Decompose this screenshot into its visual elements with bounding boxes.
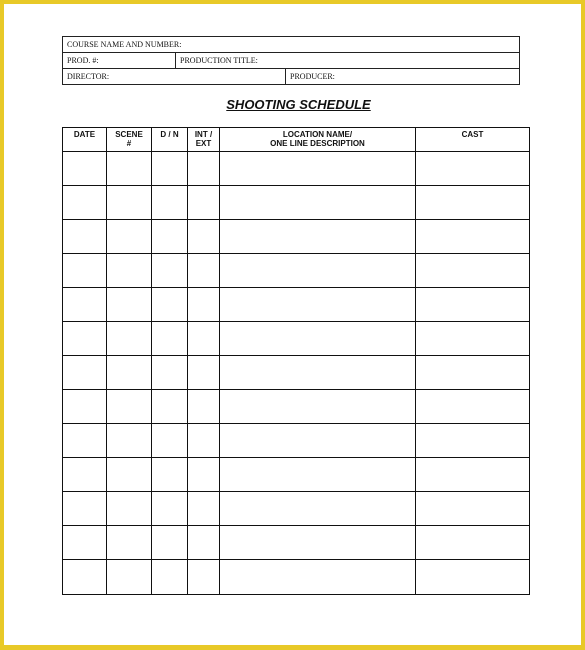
table-row <box>63 526 530 560</box>
director-label: DIRECTOR: <box>67 72 110 81</box>
table-row <box>63 254 530 288</box>
date-cell[interactable] <box>63 288 107 322</box>
date-cell[interactable] <box>63 390 107 424</box>
cast-cell[interactable] <box>416 288 530 322</box>
scene-cell[interactable] <box>107 152 152 186</box>
int-ext-cell[interactable] <box>188 152 220 186</box>
table-row <box>63 356 530 390</box>
location-cell[interactable] <box>220 526 416 560</box>
day-night-cell[interactable] <box>152 390 188 424</box>
location-cell[interactable] <box>220 322 416 356</box>
scene-cell[interactable] <box>107 322 152 356</box>
location-cell[interactable] <box>220 186 416 220</box>
table-row <box>63 186 530 220</box>
director-producer-row <box>63 69 520 85</box>
day-night-cell[interactable] <box>152 458 188 492</box>
int-ext-cell[interactable] <box>188 492 220 526</box>
scene-cell[interactable] <box>107 390 152 424</box>
director-field[interactable] <box>63 69 286 84</box>
table-row <box>63 220 530 254</box>
table-row <box>63 288 530 322</box>
page-title: SHOOTING SCHEDULE <box>226 97 371 112</box>
day-night-cell[interactable] <box>152 288 188 322</box>
cast-cell[interactable] <box>416 322 530 356</box>
col-cast: CAST <box>416 128 530 152</box>
date-cell[interactable] <box>63 526 107 560</box>
table-row <box>63 424 530 458</box>
production-info-table <box>62 36 520 85</box>
location-cell[interactable] <box>220 560 416 595</box>
scene-cell[interactable] <box>107 220 152 254</box>
scene-cell[interactable] <box>107 288 152 322</box>
producer-label: PRODUCER: <box>290 72 335 81</box>
int-ext-cell[interactable] <box>188 356 220 390</box>
date-cell[interactable] <box>63 458 107 492</box>
location-cell[interactable] <box>220 288 416 322</box>
int-ext-cell[interactable] <box>188 186 220 220</box>
cast-cell[interactable] <box>416 390 530 424</box>
schedule-body <box>63 152 530 595</box>
prod-number-field[interactable] <box>63 53 176 69</box>
cast-cell[interactable] <box>416 152 530 186</box>
location-cell[interactable] <box>220 458 416 492</box>
schedule-header-row <box>63 128 530 152</box>
int-ext-cell[interactable] <box>188 458 220 492</box>
location-cell[interactable] <box>220 390 416 424</box>
date-cell[interactable] <box>63 560 107 595</box>
cast-cell[interactable] <box>416 492 530 526</box>
location-cell[interactable] <box>220 220 416 254</box>
date-cell[interactable] <box>63 254 107 288</box>
col-int-ext: INT / EXT <box>188 128 220 152</box>
day-night-cell[interactable] <box>152 424 188 458</box>
table-row <box>63 390 530 424</box>
day-night-cell[interactable] <box>152 526 188 560</box>
cast-cell[interactable] <box>416 526 530 560</box>
scene-cell[interactable] <box>107 356 152 390</box>
producer-field[interactable] <box>286 69 335 84</box>
day-night-cell[interactable] <box>152 560 188 595</box>
scene-cell[interactable] <box>107 254 152 288</box>
scene-cell[interactable] <box>107 186 152 220</box>
day-night-cell[interactable] <box>152 356 188 390</box>
location-cell[interactable] <box>220 254 416 288</box>
scene-cell[interactable] <box>107 560 152 595</box>
int-ext-cell[interactable] <box>188 526 220 560</box>
col-location: LOCATION NAME/ ONE LINE DESCRIPTION <box>220 128 416 152</box>
scene-cell[interactable] <box>107 492 152 526</box>
table-row <box>63 322 530 356</box>
date-cell[interactable] <box>63 424 107 458</box>
day-night-cell[interactable] <box>152 152 188 186</box>
table-row <box>63 152 530 186</box>
location-cell[interactable] <box>220 356 416 390</box>
col-day-night: D / N <box>152 128 188 152</box>
production-title-field[interactable] <box>176 53 520 69</box>
scene-cell[interactable] <box>107 526 152 560</box>
production-title-label: PRODUCTION TITLE: <box>180 56 258 65</box>
cast-cell[interactable] <box>416 220 530 254</box>
scene-cell[interactable] <box>107 424 152 458</box>
day-night-cell[interactable] <box>152 254 188 288</box>
location-cell[interactable] <box>220 152 416 186</box>
course-label: COURSE NAME AND NUMBER: <box>67 40 182 49</box>
date-cell[interactable] <box>63 186 107 220</box>
date-cell[interactable] <box>63 220 107 254</box>
col-date: DATE <box>63 128 107 152</box>
schedule-table <box>62 127 530 595</box>
cast-cell[interactable] <box>416 560 530 595</box>
date-cell[interactable] <box>63 492 107 526</box>
int-ext-cell[interactable] <box>188 220 220 254</box>
date-cell[interactable] <box>63 322 107 356</box>
col-scene: SCENE # <box>107 128 152 152</box>
day-night-cell[interactable] <box>152 186 188 220</box>
day-night-cell[interactable] <box>152 322 188 356</box>
day-night-cell[interactable] <box>152 492 188 526</box>
location-cell[interactable] <box>220 492 416 526</box>
int-ext-cell[interactable] <box>188 288 220 322</box>
int-ext-cell[interactable] <box>188 390 220 424</box>
scene-cell[interactable] <box>107 458 152 492</box>
cast-cell[interactable] <box>416 254 530 288</box>
int-ext-cell[interactable] <box>188 424 220 458</box>
int-ext-cell[interactable] <box>188 560 220 595</box>
cast-cell[interactable] <box>416 458 530 492</box>
course-name-field[interactable] <box>63 37 520 53</box>
cast-cell[interactable] <box>416 186 530 220</box>
location-cell[interactable] <box>220 424 416 458</box>
table-row <box>63 492 530 526</box>
prod-number-label: PROD. #: <box>67 56 99 65</box>
int-ext-cell[interactable] <box>188 322 220 356</box>
date-cell[interactable] <box>63 356 107 390</box>
int-ext-cell[interactable] <box>188 254 220 288</box>
cast-cell[interactable] <box>416 356 530 390</box>
table-row <box>63 458 530 492</box>
day-night-cell[interactable] <box>152 220 188 254</box>
cast-cell[interactable] <box>416 424 530 458</box>
date-cell[interactable] <box>63 152 107 186</box>
table-row <box>63 560 530 595</box>
